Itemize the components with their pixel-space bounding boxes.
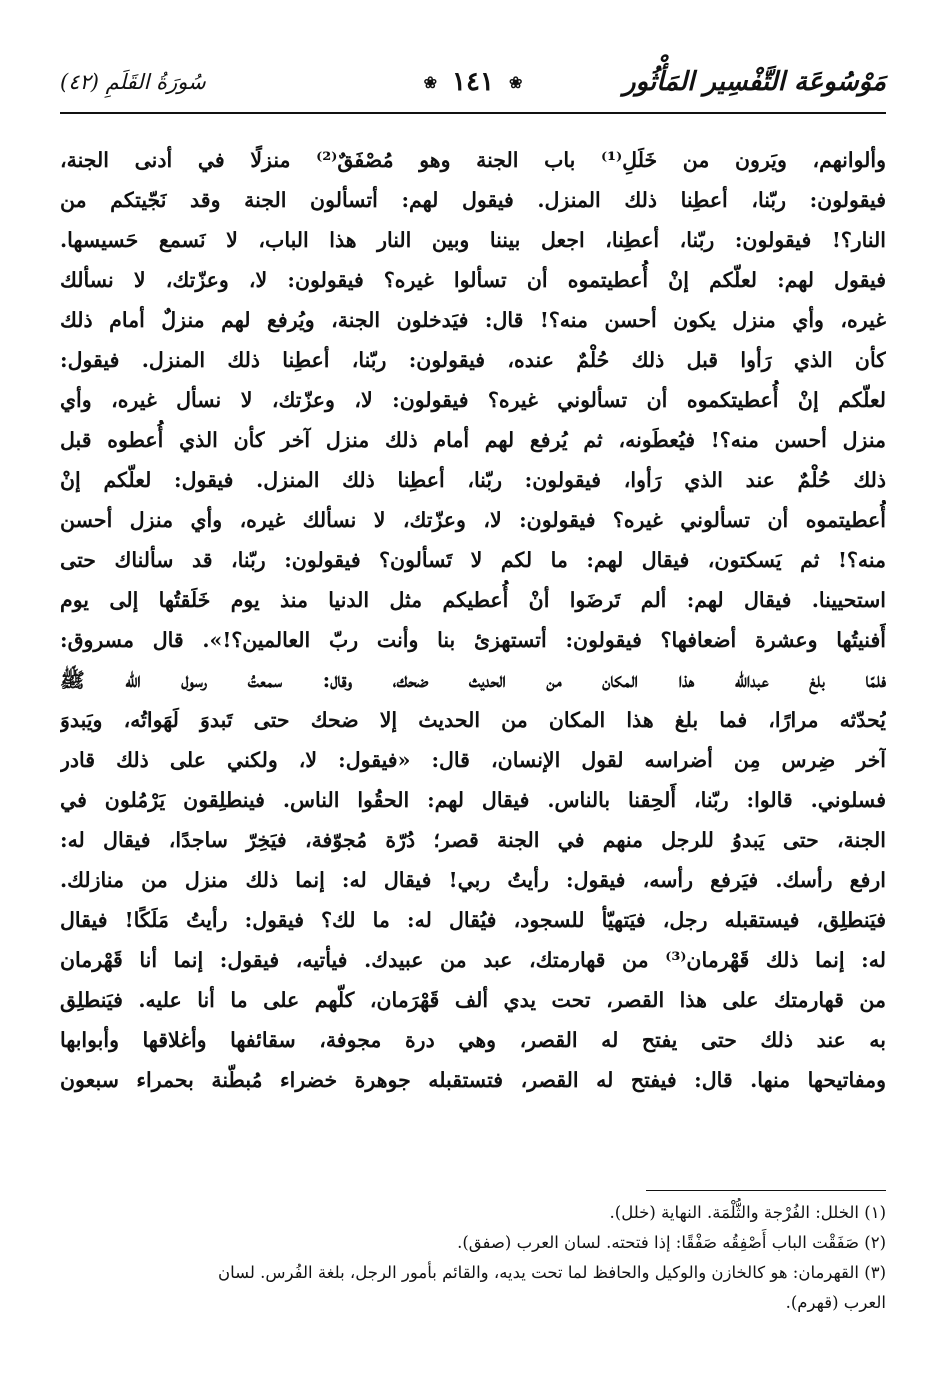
text-line: يُحدّثه مرارًا، فما بلغ هذا المكان من الحديث إلا ضحك حتى تَبدوَ لَهَواتُه، ويَبدوَ	[60, 708, 886, 732]
text-line: فسلوني. قالوا: ربّنا، أَلحِقنا بالناس. فيقال لهم: الحقُوا الناس. فينطلِقون يَرْمُلون في	[60, 788, 886, 812]
text-line: منه؟! ثم يَسكتون، فيقال لهم: ما لكم لا تَسألون؟ فيقولون: ربّنا، قد سألناك حتى	[60, 548, 886, 572]
text-line: فيقولون: ربّنا، أعطِنا ذلك المنزل. فيقول لهم: أتسألون الجنة وقد نَجّيتكم من	[60, 188, 886, 212]
ornament-icon: ❀	[509, 73, 523, 92]
text-line: ومفاتيحها منها. قال: فيفتح له القصر، فتستقبله جوهرة خضراء مُبطّنة بحمراء سبعون	[60, 1068, 886, 1092]
text-line: وألوانهم، ويَرون من خَلَلِ⁽¹⁾ باب الجنة وهو مُصْفَقٌ⁽²⁾ منزلًا في أدنى الجنة،	[60, 148, 886, 172]
text-line: الجنة، حتى يَبدوُ للرجل منهم في الجنة قصر؛ دُرّة مُجوّفة، فيَخِرّ ساجدًا، فيقال له:	[60, 828, 886, 852]
surah-label: سُورَةُ القَلَمِ (٤٢)	[60, 70, 206, 94]
footnote: العرب (قهرم).	[785, 1293, 886, 1312]
text-line: فيَنطلِق، فيستقبله رجل، فيَتهيّأ للسجود، فيُقال له: ما لك؟ فيقول: رأيتُ مَلَكًا! فيقال	[60, 908, 886, 932]
main-text	[60, 140, 886, 1100]
page-number-block	[418, 64, 529, 101]
text-line: لعلّكم إنْ أُعطيتكموه أن تسألوني غيره؟ فيقولون: لا، وعزّتك، لا نسأل غيره، وأي	[60, 388, 886, 412]
text-line: ذلك حُلْمٌ عند الذي رَأوا، فيقولون: ربّنا، أعطِنا ذلك المنزل. فيقول: لعلّكم إنْ	[60, 468, 886, 492]
footnote-divider	[646, 1190, 886, 1191]
text-line: استحيينا. فيقال لهم: ألم تَرضَوا أنْ أُعطيكم مثل الدنيا منذ يوم خَلَقتُها إلى يوم	[60, 588, 886, 612]
text-line: أُعطيتموه أن تسألوني غيره؟ فيقولون: لا، وعزّتك، لا نسألك غيره، وأي منزل أحسن	[60, 508, 886, 532]
header-divider	[60, 112, 886, 114]
text-line: به عند ذلك حتى يفتح له القصر، وهي درة مجوفة، سقائفها وأغلاقها وأبوابها	[60, 1028, 886, 1052]
page-header	[60, 62, 886, 110]
footnote: (٣) القهرمان: هو كالخازن والوكيل والحافظ لما تحت يديه، والقائم بأمور الرجل، بلغة الفُرس. لسان	[218, 1263, 886, 1282]
ornament-icon: ❀	[423, 73, 437, 92]
text-line: من قهارمتك على هذا القصر، تحت يدي ألف قَهْرَمان، كلّهم على ما أنا عليه. فيَنطلِق	[60, 988, 886, 1012]
book-title: مَوْسُوعَة التَّفْسِير المَأْثُور	[623, 67, 886, 97]
text-line: غيره، وأي منزل يكون أحسن منه؟! قال: فيَدخلون الجنة، ويُرفع لهم منزلٌ أمام ذلك	[60, 308, 886, 332]
text-line: النار؟! فيقولون: ربّنا، أعطِنا، اجعل بيننا وبين النار هذا الباب، لا نَسمع حَسيسها.	[60, 228, 886, 252]
text-line: منزل أحسن منه؟! فيُعطَونه، ثم يُرفع لهم أمام ذلك منزل آخر كأن الذي أُعطوه قبل	[60, 428, 886, 452]
text-line: له: إنما ذلك قَهْرمان⁽³⁾ من قهارمتك، عبد من عبيدك. فيأتيه، فيقول: إنما أنا قَهْرمان	[60, 948, 886, 972]
page-number: ١٤١	[452, 67, 494, 97]
footnotes	[60, 1198, 886, 1318]
text-line: فلمّا بلغ عبدالله هذا المكان من الحديث ضحك، وقال: سمعتُ رسول الله ﷺ	[60, 668, 886, 692]
footnote: (١) الخلل: الفُرْجة والثُّلْمَة. النهاية (خلل).	[609, 1203, 886, 1222]
text-line: فيقول لهم: لعلّكم إنْ أُعطيتموه أن تسألوا غيره؟ فيقولون: لا، وعزّتك، لا نسألك	[60, 268, 886, 292]
text-line: آخر ضِرس مِن أضراسه لقول الإنسان، قال: «فيقول: لا، ولكني على ذلك قادر	[60, 748, 886, 772]
footnote: (٢) صَفَقْت الباب أَصْفِقُه صَفْقًا: إذا فتحته. لسان العرب (صفق).	[457, 1233, 886, 1252]
text-line: ارفع رأسك. فيَرفع رأسه، فيقول: رأيتُ ربي! فيقال له: إنما ذلك منزل من منازلك.	[60, 868, 886, 892]
text-line: كأن الذي رَأوا قبل ذلك حُلْمٌ عنده، فيقولون: ربّنا، أعطِنا ذلك المنزل. فيقول:	[60, 348, 886, 372]
text-line: أَفنيتُها وعشرة أضعافها؟ فيقولون: أتستهزئ بنا وأنت ربّ العالمين؟!». قال مسروق:	[60, 628, 886, 652]
